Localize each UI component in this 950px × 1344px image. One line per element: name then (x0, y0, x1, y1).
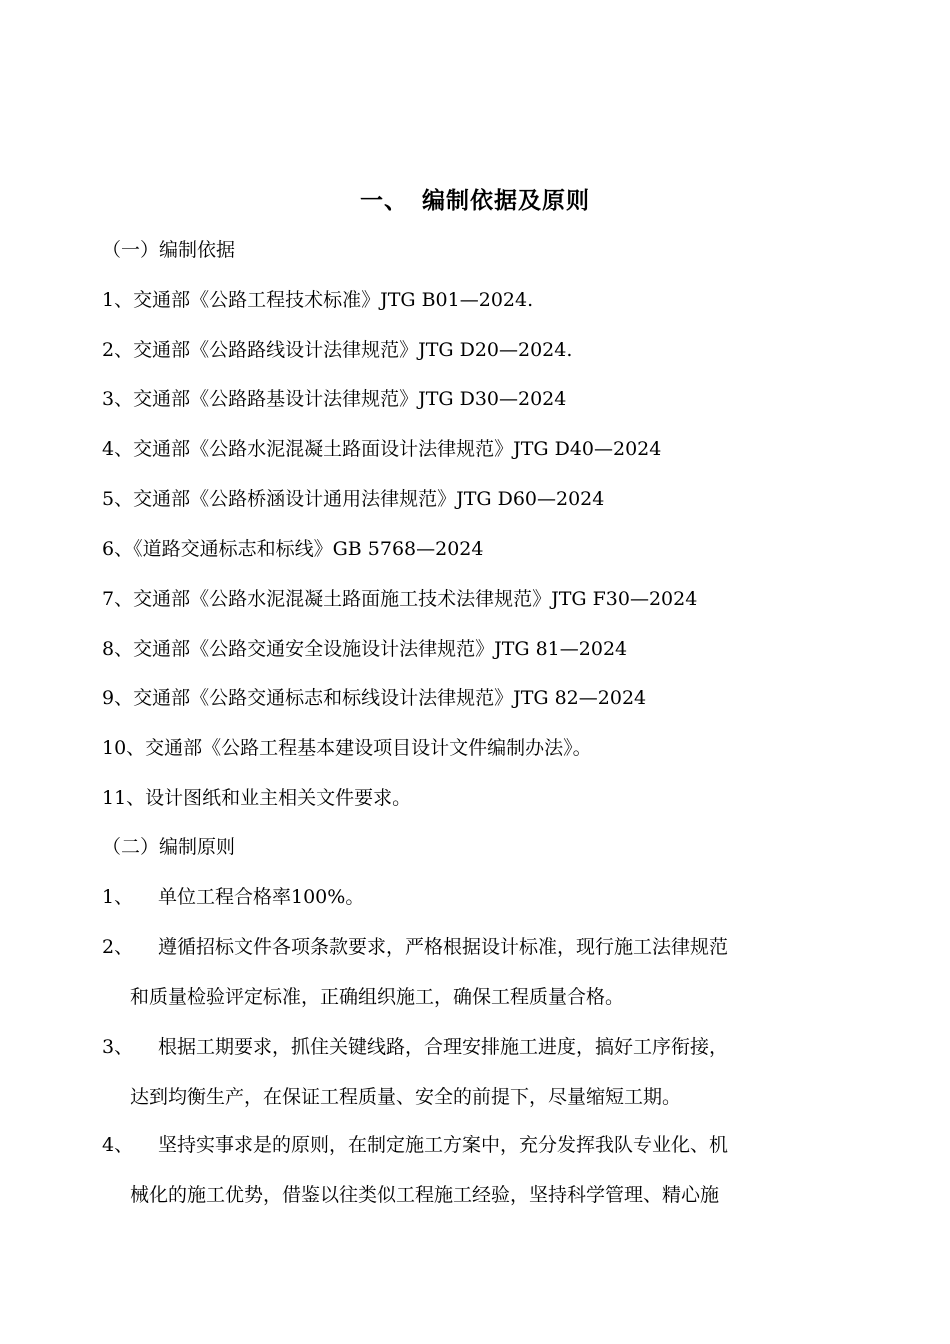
principle-text: 根据工期要求，抓住关键线路，合理安排施工进度，搞好工序衔接， (158, 1036, 729, 1058)
basis-item: 6、《道路交通标志和标线》GB 5768—2024 (102, 538, 484, 560)
basis-item: 9、交通部《公路交通标志和标线设计法律规范》JTG 82—2024 (102, 687, 647, 709)
basis-item: 10、交通部《公路工程基本建设项目设计文件编制办法》。 (102, 737, 592, 759)
principles-heading: （二）编制原则 (102, 836, 236, 858)
principle-text-continued: 械化的施工优势，借鉴以往类似工程施工经验，坚持科学管理、精心施 (130, 1184, 720, 1206)
principle-number: 4、 (102, 1134, 134, 1156)
principle-text: 单位工程合格率100%。 (158, 886, 365, 908)
principle-text: 坚持实事求是的原则，在制定施工方案中，充分发挥我队专业化、机 (158, 1134, 729, 1156)
principle-text-continued: 达到均衡生产，在保证工程质量、安全的前提下，尽量缩短工期。 (130, 1086, 682, 1108)
principle-number: 2、 (102, 936, 134, 958)
basis-item: 4、交通部《公路水泥混凝土路面设计法律规范》JTG D40—2024 (102, 438, 662, 460)
principle-number: 3、 (102, 1036, 134, 1058)
basis-item: 8、交通部《公路交通安全设施设计法律规范》JTG 81—2024 (102, 638, 628, 660)
basis-item: 2、交通部《公路路线设计法律规范》JTG D20—2024. (102, 339, 573, 361)
principle-text: 遵循招标文件各项条款要求，严格根据设计标准，现行施工法律规范 (158, 936, 729, 958)
principle-text-continued: 和质量检验评定标准，正确组织施工，确保工程质量合格。 (130, 986, 625, 1008)
principle-number: 1、 (102, 886, 134, 908)
principle-item (102, 922, 842, 1022)
basis-item: 7、交通部《公路水泥混凝土路面施工技术法律规范》JTG F30—2024 (102, 588, 698, 610)
basis-item: 11、设计图纸和业主相关文件要求。 (102, 787, 412, 809)
basis-item: 3、交通部《公路路基设计法律规范》JTG D30—2024 (102, 388, 567, 410)
principle-item (102, 872, 842, 922)
principle-item (102, 1120, 842, 1220)
principle-item (102, 1022, 842, 1122)
basis-item: 5、交通部《公路桥涵设计通用法律规范》JTG D60—2024 (102, 488, 605, 510)
section-title-number: 一、 (360, 188, 408, 214)
basis-heading: （一）编制依据 (102, 239, 236, 261)
basis-item: 1、交通部《公路工程技术标准》JTG B01—2024. (102, 289, 534, 311)
section-title-text: 编制依据及原则 (422, 188, 590, 214)
section-title (0, 182, 950, 220)
